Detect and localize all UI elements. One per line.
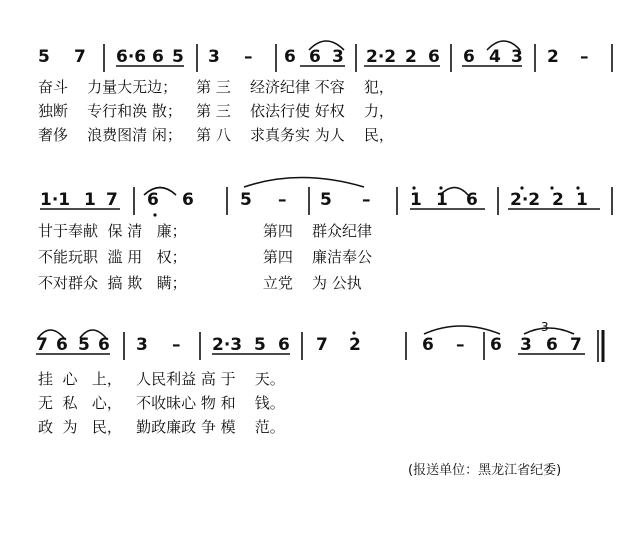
lyric-line: 政 为 民， 勤政廉政 争 模 范。 [38,418,285,436]
note: 7 [74,47,86,67]
note: – [362,190,371,210]
lyric-line: 挂 心 上， 人民利益 高 于 天。 [38,370,285,388]
note: 5 [254,335,266,355]
lyric-line: 不对群众 搞 欺 瞒； 立党 为 公执 [38,274,362,292]
note: 7 [570,335,582,355]
note: 2 [552,190,564,210]
note: 1 [576,190,588,210]
note: 6 [463,47,475,67]
note: – [172,335,181,355]
note: 7 [316,335,328,355]
note: 6 [284,47,296,67]
submitting-unit-credit: (报送单位：黑龙江省纪委) [408,463,562,478]
note: 6 [422,335,434,355]
note: 6 [147,190,159,210]
note: 4 [489,47,501,67]
note: 6 [278,335,290,355]
note: 5 [38,47,50,67]
note: 3 [136,335,148,355]
lyric-line: 无 私 心， 不收昧心 物 和 钱。 [38,394,285,412]
note: 7 [106,190,118,210]
note: – [278,190,287,210]
lyric-line: 奋斗 力量大无边； 第 三 经济纪律 不容 犯， [38,78,394,96]
note: – [456,335,465,355]
note: 6 [152,47,164,67]
note: 6 [490,335,502,355]
note: 6 [56,335,68,355]
note: 3 [332,47,344,67]
note: 6 [428,47,440,67]
note: 3 [511,47,523,67]
note: 5 [78,335,90,355]
note: 2 [405,47,417,67]
note: 1 [436,190,448,210]
tuplet-mark: 3 [541,320,549,334]
note: 2·2 [510,190,541,210]
note: 6·6 [116,47,147,67]
note: 5 [320,190,332,210]
note: 2·2 [366,47,397,67]
note: 1 [84,190,96,210]
lyric-line: 独断 专行和涣 散； 第 三 依法行使 好权 力， [38,102,394,120]
lyric-line: 不能玩职 滥 用 权； 第四 廉洁奉公 [38,248,372,266]
note: 2 [349,335,361,355]
note: 2 [547,47,559,67]
note: 3 [520,335,532,355]
note: 5 [172,47,184,67]
note: 6 [546,335,558,355]
note: 1·1 [40,190,71,210]
note: 6 [466,190,478,210]
note: – [244,47,253,67]
note: 7 [36,335,48,355]
note: 1 [410,190,422,210]
note: 6 [182,190,194,210]
note: 6 [98,335,110,355]
note: 5 [240,190,252,210]
note: 2·3 [212,335,243,355]
note: 3 [208,47,220,67]
lyric-line: 奢侈 浪费图清 闲； 第 八 求真务实 为人 民， [38,126,394,144]
note: – [580,47,589,67]
note: 6 [309,47,321,67]
lyric-line: 甘于奉献 保 清 廉； 第四 群众纪律 [38,222,372,240]
